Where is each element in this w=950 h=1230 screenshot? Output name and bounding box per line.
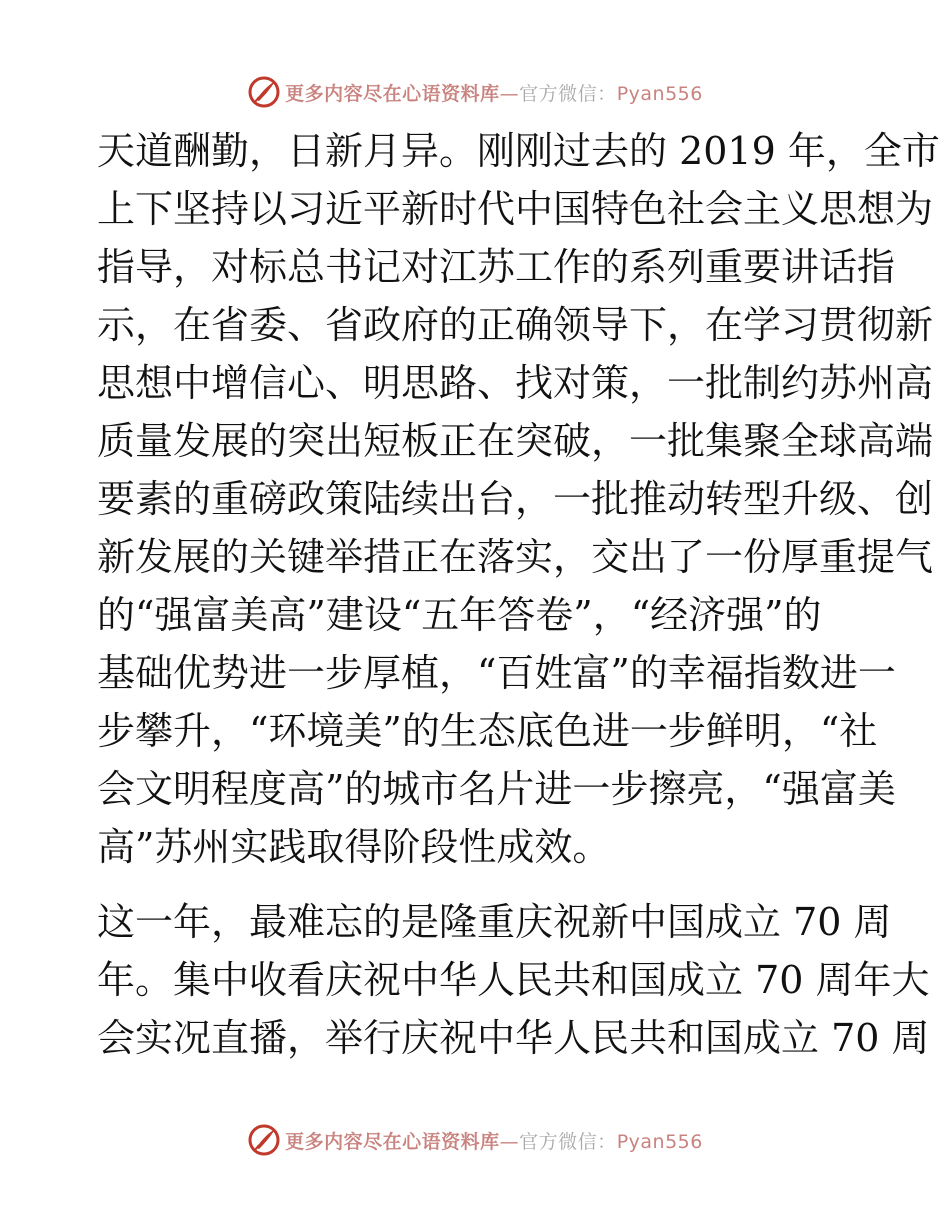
text-line: 基础优势进一步厚植，“百姓富”的幸福指数进一: [97, 651, 896, 695]
paragraph-1: [97, 122, 940, 876]
text-line: 新发展的关键举措正在落实，交出了一份厚重提气: [97, 535, 934, 579]
red-quill-logo-icon: [247, 75, 281, 109]
text-line: 步攀升，“环境美”的生态底色进一步鲜明，“社: [97, 709, 878, 753]
text-line: 会文明程度高”的城市名片进一步擦亮，“强富美: [97, 767, 896, 811]
red-quill-logo-icon: [247, 1123, 281, 1157]
watermark-dash: —: [499, 1130, 520, 1153]
watermark-main-text: 更多内容尽在心语资料库: [285, 82, 500, 105]
footer-watermark: [0, 1120, 950, 1160]
watermark-id: Pyan556: [616, 82, 703, 105]
text-line: 这一年，最难忘的是隆重庆祝新中国成立 70 周: [97, 900, 892, 944]
text-line: 的“强富美高”建设“五年答卷”，“经济强”的: [97, 593, 822, 637]
header-watermark: [0, 72, 950, 112]
text-line: 示，在省委、省政府的正确领导下，在学习贯彻新: [97, 303, 934, 347]
watermark-label: 官方微信：: [519, 82, 617, 105]
watermark-label: 官方微信：: [519, 1130, 617, 1153]
text-line: 年。集中收看庆祝中华人民共和国成立 70 周年大: [97, 958, 930, 1002]
text-line: 上下坚持以习近平新时代中国特色社会主义思想为: [97, 187, 934, 231]
watermark-text: [285, 1127, 703, 1154]
text-line: 会实况直播，举行庆祝中华人民共和国成立 70 周: [97, 1016, 930, 1060]
watermark-text: [285, 79, 703, 106]
text-line: 天道酬勤，日新月异。刚刚过去的 2019 年，全市: [97, 129, 940, 173]
text-line: 要素的重磅政策陆续出台，一批推动转型升级、创: [97, 477, 934, 521]
text-line: 高”苏州实践取得阶段性成效。: [97, 825, 611, 869]
watermark-id: Pyan556: [616, 1130, 703, 1153]
watermark-dash: —: [499, 82, 520, 105]
watermark-main-text: 更多内容尽在心语资料库: [285, 1130, 500, 1153]
text-line: 指导，对标总书记对江苏工作的系列重要讲话指: [97, 245, 896, 289]
paragraph-2: [97, 893, 930, 1067]
text-line: 质量发展的突出短板正在突破，一批集聚全球高端: [97, 419, 934, 463]
text-line: 思想中增信心、明思路、找对策，一批制约苏州高: [97, 361, 934, 405]
